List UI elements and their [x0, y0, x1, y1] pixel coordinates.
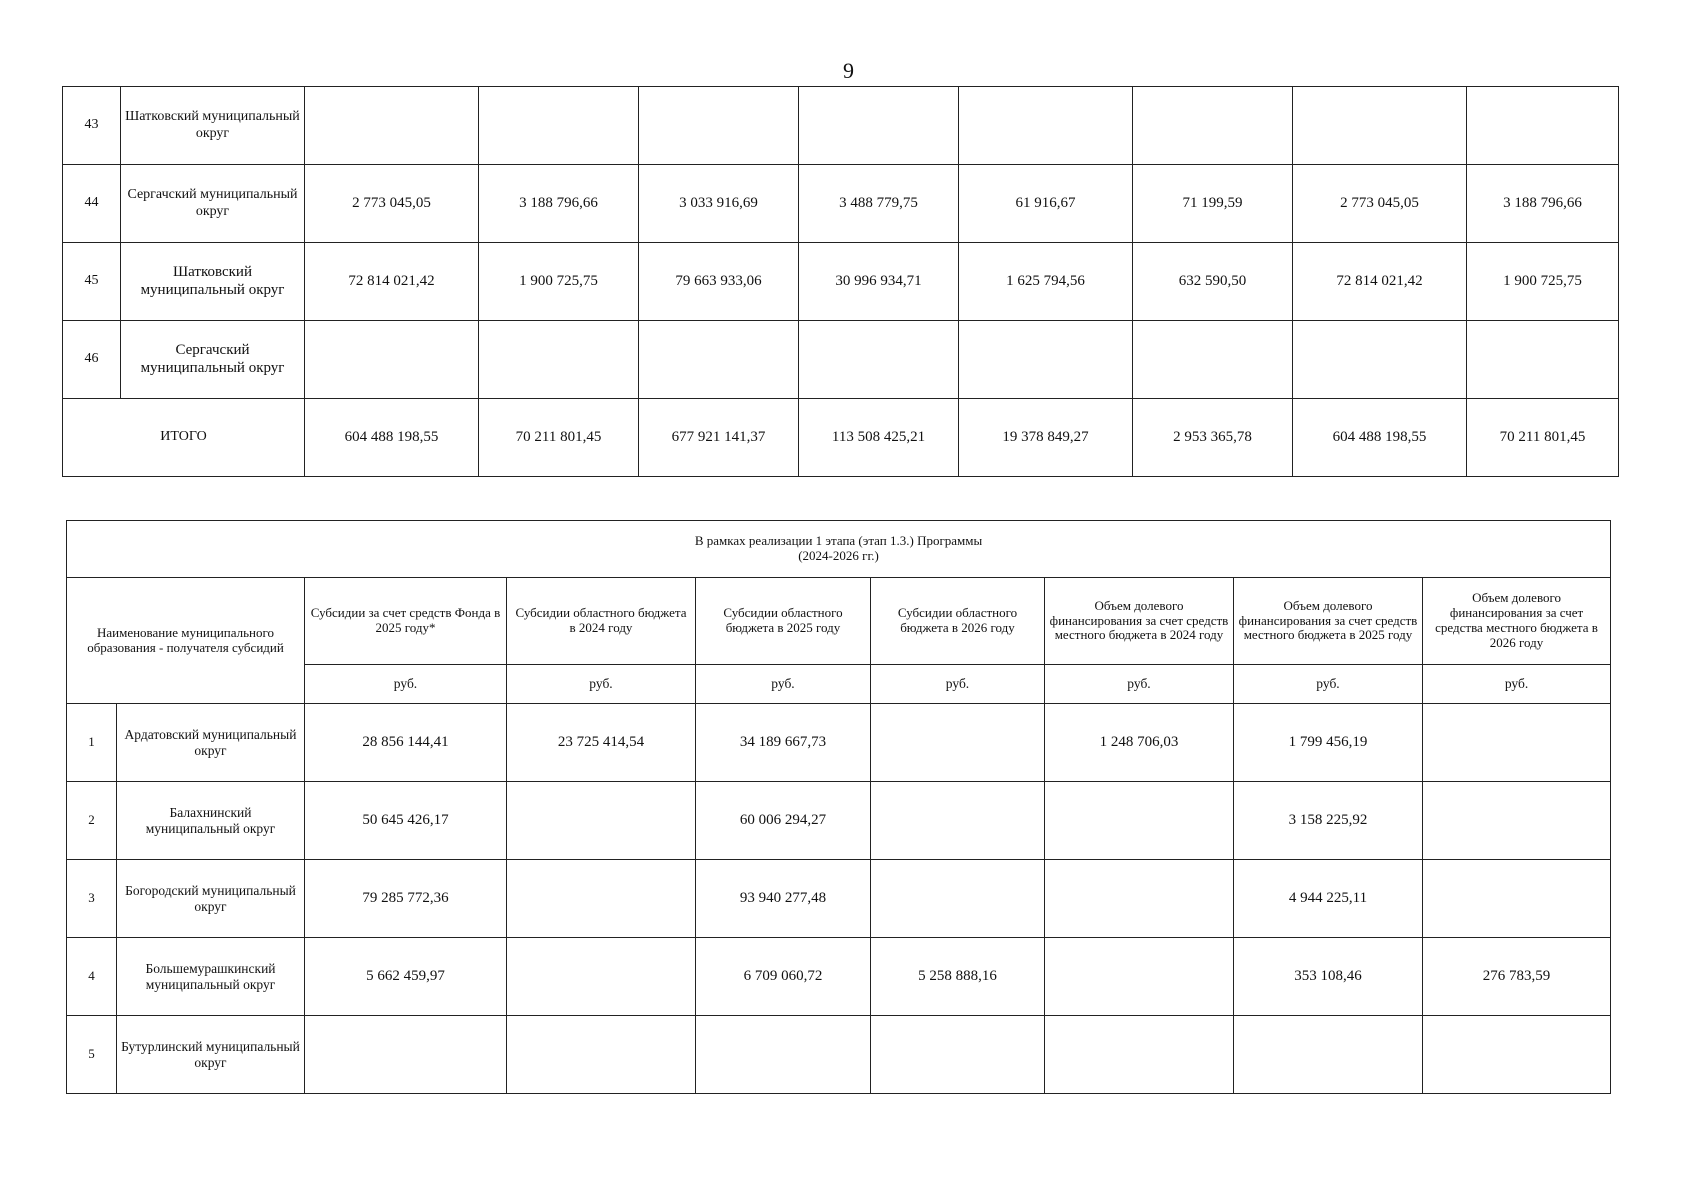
value-cell: 632 590,50	[1133, 243, 1293, 321]
column-header: Субсидии областного бюджета в 2024 году	[507, 578, 696, 665]
row-number: 43	[63, 87, 121, 165]
value-cell: 5 662 459,97	[305, 938, 507, 1016]
value-cell: 28 856 144,41	[305, 704, 507, 782]
unit-cell: руб.	[305, 665, 507, 704]
row-number: 45	[63, 243, 121, 321]
table-row	[67, 860, 1611, 938]
column-header: Субсидии областного бюджета в 2026 году	[871, 578, 1045, 665]
value-cell: 60 006 294,27	[696, 782, 871, 860]
table-row	[67, 782, 1611, 860]
unit-cell: руб.	[1423, 665, 1611, 704]
table-row	[63, 87, 1619, 165]
value-cell	[507, 860, 696, 938]
unit-cell: руб.	[1045, 665, 1234, 704]
value-cell: 3 158 225,92	[1234, 782, 1423, 860]
value-cell: 72 814 021,42	[305, 243, 479, 321]
value-cell: 5 258 888,16	[871, 938, 1045, 1016]
allocation-table-continued	[62, 86, 1619, 477]
table-caption	[67, 521, 1611, 578]
column-header: Объем долевого финансирования за счет средств местного бюджета в 2024 году	[1045, 578, 1234, 665]
table-row	[67, 1016, 1611, 1094]
value-cell: 353 108,46	[1234, 938, 1423, 1016]
value-cell	[305, 1016, 507, 1094]
unit-cell: руб.	[1234, 665, 1423, 704]
value-cell	[479, 87, 639, 165]
value-cell	[1045, 1016, 1234, 1094]
municipality-name: Бутурлинский муниципальный округ	[117, 1016, 305, 1094]
row-number: 3	[67, 860, 117, 938]
column-header: Объем долевого финансирования за счет средств местного бюджета в 2025 году	[1234, 578, 1423, 665]
value-cell	[1423, 704, 1611, 782]
value-cell	[1467, 321, 1619, 399]
value-cell: 3 033 916,69	[639, 165, 799, 243]
value-cell: 2 773 045,05	[1293, 165, 1467, 243]
total-value-cell: 113 508 425,21	[799, 399, 959, 477]
name-column-header: Наименование муниципального образования - получателя субсидий	[67, 578, 305, 704]
value-cell: 23 725 414,54	[507, 704, 696, 782]
value-cell	[507, 782, 696, 860]
total-value-cell: 70 211 801,45	[479, 399, 639, 477]
row-number: 1	[67, 704, 117, 782]
value-cell: 1 625 794,56	[959, 243, 1133, 321]
value-cell: 79 663 933,06	[639, 243, 799, 321]
row-number: 44	[63, 165, 121, 243]
row-number: 5	[67, 1016, 117, 1094]
value-cell: 3 488 779,75	[799, 165, 959, 243]
unit-cell: руб.	[696, 665, 871, 704]
caption-line-1: В рамках реализации 1 этапа (этап 1.3.) Программы	[694, 533, 983, 549]
column-header: Объем долевого финансирования за счет средства местного бюджета в 2026 году	[1423, 578, 1611, 665]
municipality-name: Сергачский муниципальный округ	[121, 321, 305, 399]
value-cell	[1045, 782, 1234, 860]
value-cell	[959, 87, 1133, 165]
municipality-name: Шатковский муниципальный округ	[121, 87, 305, 165]
table-row	[67, 704, 1611, 782]
value-cell: 34 189 667,73	[696, 704, 871, 782]
value-cell: 30 996 934,71	[799, 243, 959, 321]
value-cell	[507, 1016, 696, 1094]
total-value-cell: 604 488 198,55	[1293, 399, 1467, 477]
value-cell: 3 188 796,66	[1467, 165, 1619, 243]
value-cell	[507, 938, 696, 1016]
value-cell	[479, 321, 639, 399]
value-cell	[305, 87, 479, 165]
value-cell: 1 900 725,75	[1467, 243, 1619, 321]
table-row	[63, 165, 1619, 243]
total-value-cell: 70 211 801,45	[1467, 399, 1619, 477]
stage-1-3-subsidy-table	[66, 520, 1611, 1094]
total-value-cell: 604 488 198,55	[305, 399, 479, 477]
page-number: 9	[843, 58, 854, 83]
value-cell: 276 783,59	[1423, 938, 1611, 1016]
value-cell	[799, 321, 959, 399]
row-number: 4	[67, 938, 117, 1016]
municipality-name: Сергачский муниципальный округ	[121, 165, 305, 243]
value-cell	[1423, 782, 1611, 860]
value-cell	[1234, 1016, 1423, 1094]
municipality-name: Балахнинский муниципальный округ	[117, 782, 305, 860]
value-cell	[1045, 938, 1234, 1016]
unit-cell: руб.	[871, 665, 1045, 704]
value-cell: 61 916,67	[959, 165, 1133, 243]
unit-cell: руб.	[507, 665, 696, 704]
table-row	[67, 938, 1611, 1016]
value-cell	[871, 1016, 1045, 1094]
value-cell	[1133, 87, 1293, 165]
total-value-cell: 677 921 141,37	[639, 399, 799, 477]
value-cell	[305, 321, 479, 399]
value-cell	[1293, 321, 1467, 399]
value-cell	[871, 782, 1045, 860]
total-value-cell: 19 378 849,27	[959, 399, 1133, 477]
value-cell	[1467, 87, 1619, 165]
caption-line-2: (2024-2026 гг.)	[798, 548, 879, 563]
value-cell: 6 709 060,72	[696, 938, 871, 1016]
municipality-name: Шатковский муниципальный округ	[121, 243, 305, 321]
value-cell	[696, 1016, 871, 1094]
value-cell	[1293, 87, 1467, 165]
total-label: ИТОГО	[63, 399, 305, 477]
value-cell	[639, 87, 799, 165]
column-header: Субсидии областного бюджета в 2025 году	[696, 578, 871, 665]
value-cell	[1423, 860, 1611, 938]
value-cell: 1 799 456,19	[1234, 704, 1423, 782]
value-cell: 3 188 796,66	[479, 165, 639, 243]
value-cell: 1 248 706,03	[1045, 704, 1234, 782]
value-cell	[639, 321, 799, 399]
value-cell	[871, 860, 1045, 938]
value-cell: 4 944 225,11	[1234, 860, 1423, 938]
municipality-name: Богородский муниципальный округ	[117, 860, 305, 938]
value-cell: 1 900 725,75	[479, 243, 639, 321]
table-row	[63, 321, 1619, 399]
total-row	[63, 399, 1619, 477]
value-cell	[1045, 860, 1234, 938]
total-value-cell: 2 953 365,78	[1133, 399, 1293, 477]
column-header: Субсидии за счет средств Фонда в 2025 году*	[305, 578, 507, 665]
value-cell: 79 285 772,36	[305, 860, 507, 938]
value-cell	[1423, 1016, 1611, 1094]
value-cell	[871, 704, 1045, 782]
table-row	[63, 243, 1619, 321]
value-cell	[799, 87, 959, 165]
municipality-name: Ардатовский муниципальный округ	[117, 704, 305, 782]
value-cell	[1133, 321, 1293, 399]
value-cell: 71 199,59	[1133, 165, 1293, 243]
value-cell	[959, 321, 1133, 399]
value-cell: 93 940 277,48	[696, 860, 871, 938]
row-number: 2	[67, 782, 117, 860]
value-cell: 72 814 021,42	[1293, 243, 1467, 321]
value-cell: 50 645 426,17	[305, 782, 507, 860]
municipality-name: Большемурашкинский муниципальный округ	[117, 938, 305, 1016]
row-number: 46	[63, 321, 121, 399]
value-cell: 2 773 045,05	[305, 165, 479, 243]
